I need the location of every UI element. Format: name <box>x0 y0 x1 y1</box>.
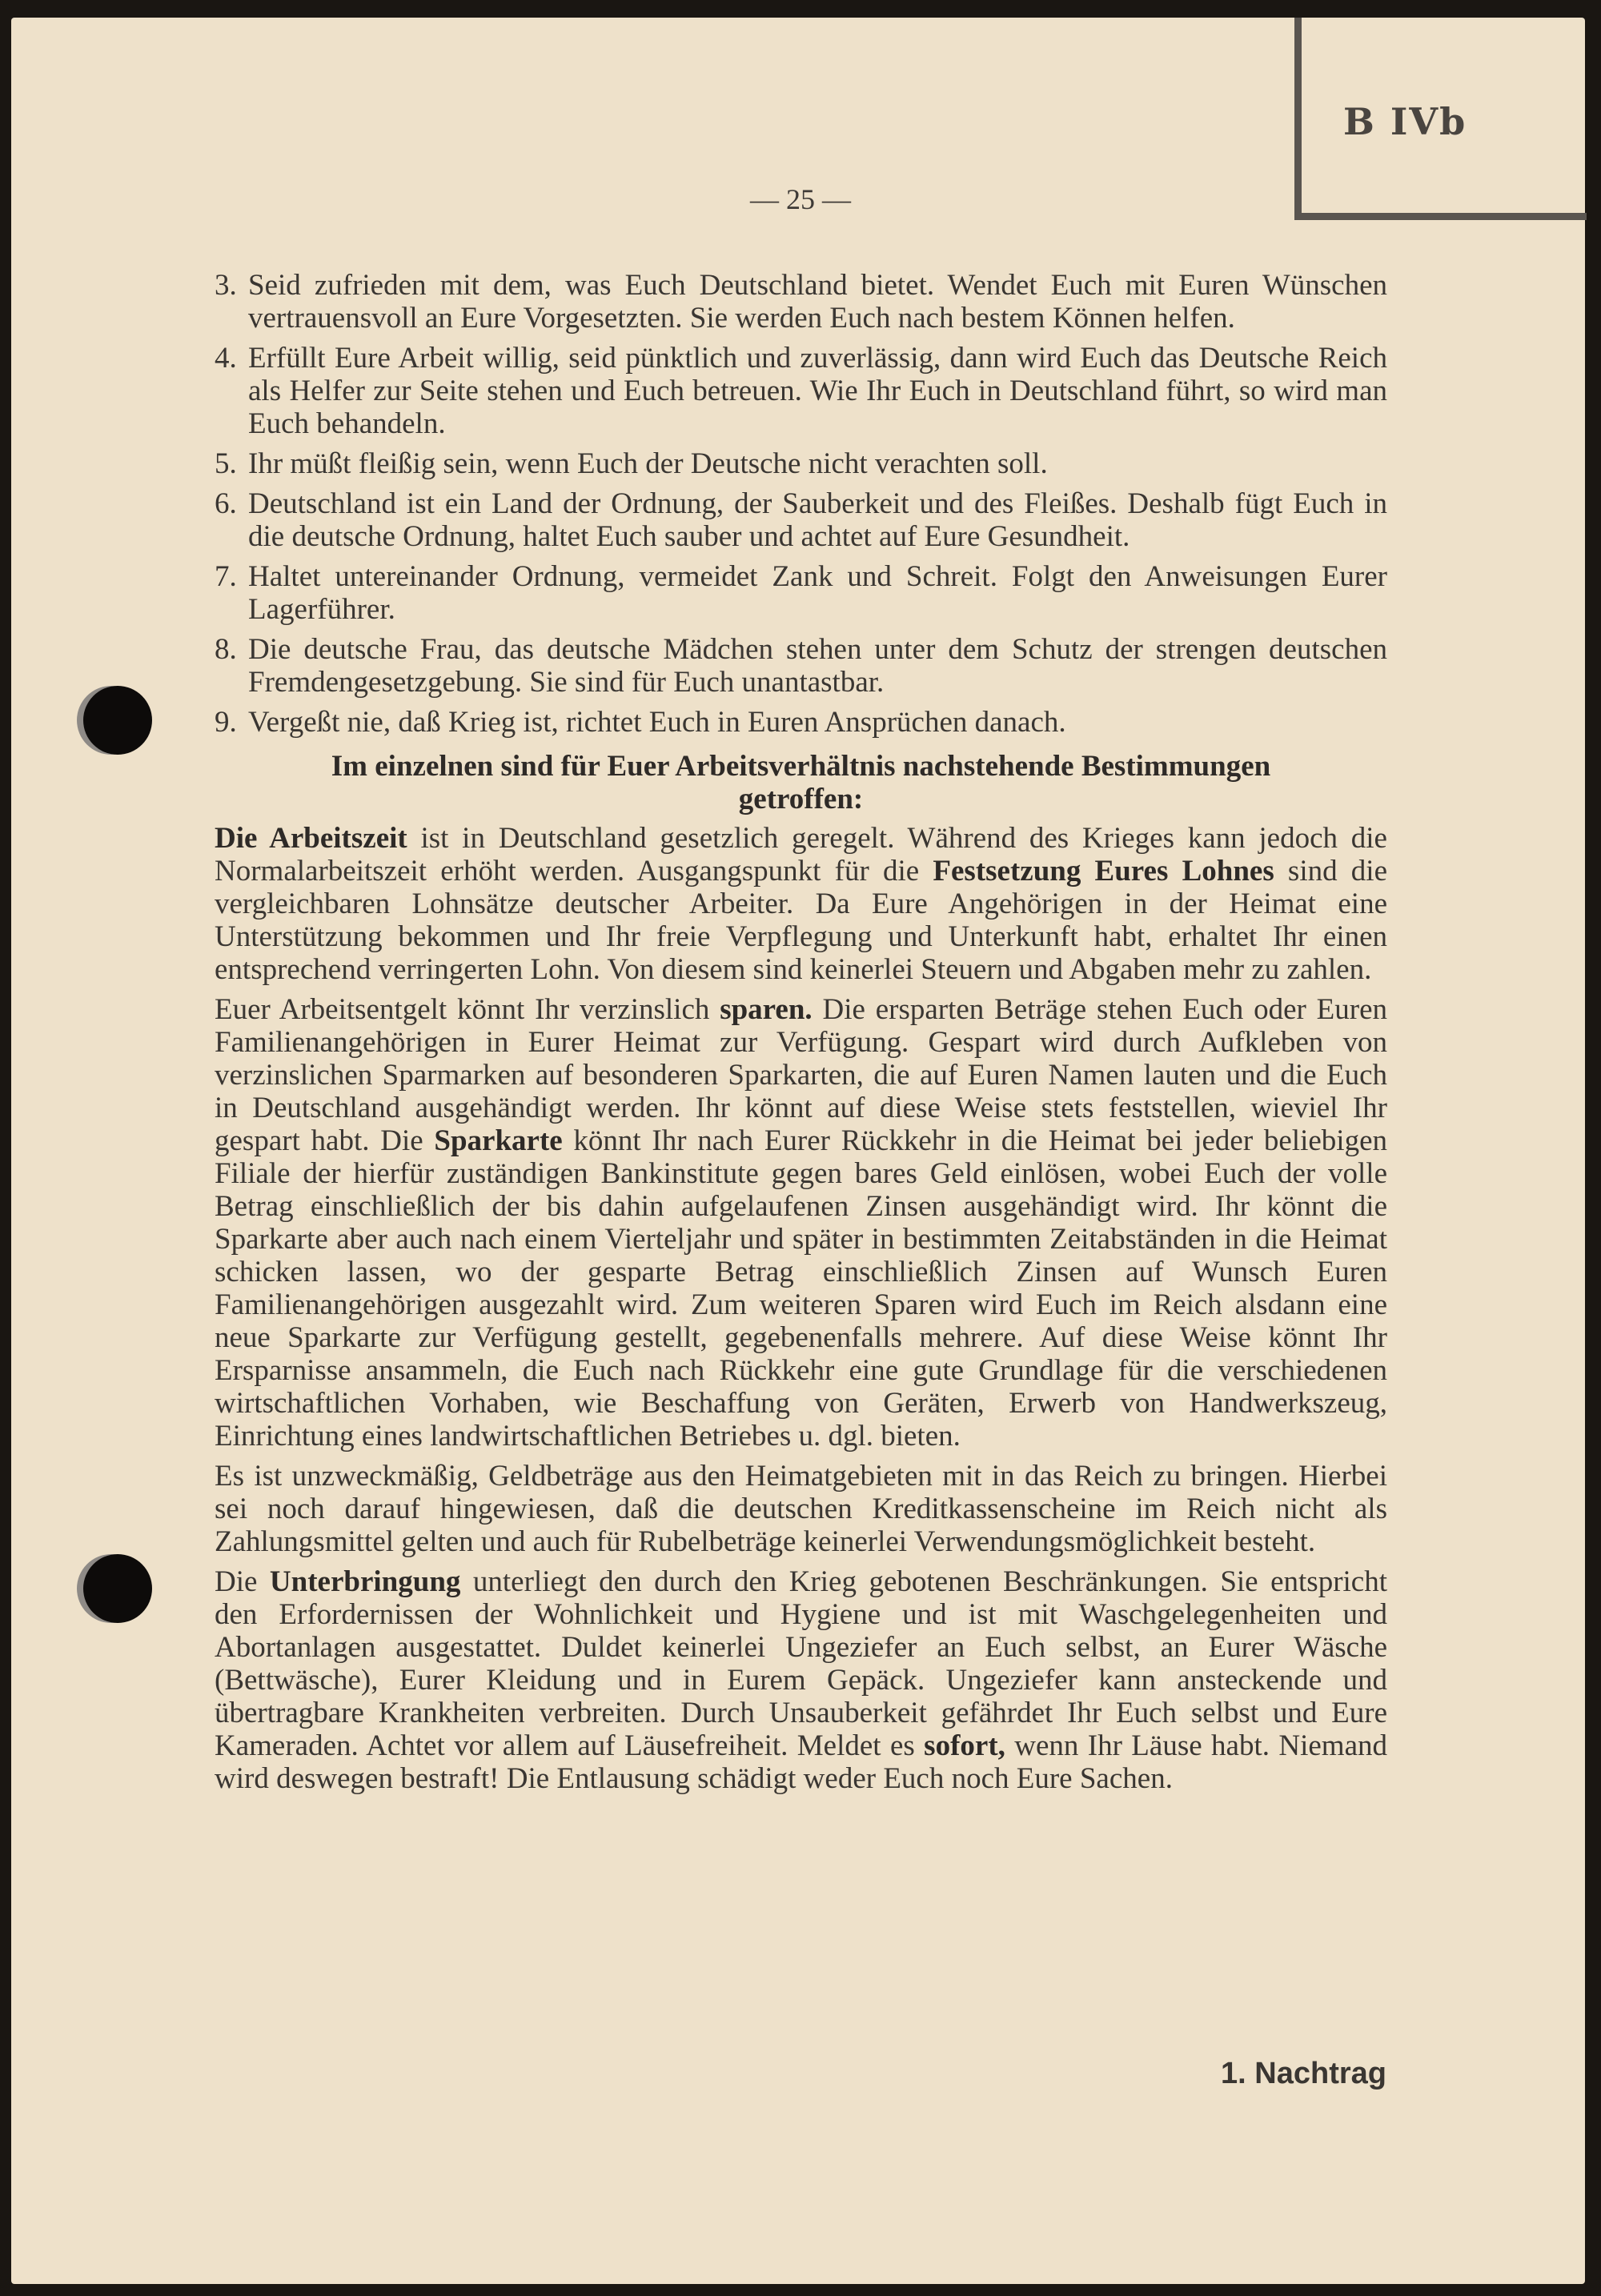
list-item <box>215 342 1387 440</box>
item-text: Ihr müßt fleißig sein, wenn Euch der Deutsche nicht verachten soll. <box>248 447 1048 480</box>
paragraph-sparen <box>215 993 1387 1453</box>
item-number: 9. <box>215 706 237 739</box>
paragraph-text: sind die vergleichbaren Lohnsätze deutscher Arbeiter. Da Eure Angehörigen in der Heimat eine Unterstützung bekommen und Ihr freie Verpflegung und Unterkunft habt, erhaltet Ihr einen entsprechend verringerten Lohn. Von diesem sind keinerlei Steuern und Abgaben mehr zu zahlen. <box>215 855 1387 986</box>
item-number: 4. <box>215 342 237 375</box>
item-text: Die deutsche Frau, das deutsche Mädchen stehen unter dem Schutz der strengen deutschen Fremdengesetzgebung. Sie sind für Euch unantastbar. <box>248 633 1387 699</box>
paragraph-text: unterliegt den durch den Krieg gebotenen Beschränkungen. Sie entspricht den Erfordernissen der Wohnlichkeit und Hygiene und ist mit Waschgelegenheiten und Abortanlagen ausgestattet. Duldet keinerlei Ungeziefer an Euch selbst, an Eurer Wäsche (Bettwäsche), Eurer Kleidung und in Eurem Gepäck. Ungeziefer kann ansteckende und übertragbare Krankheiten verbreiten. Durch Unsauberkeit gefährdet Ihr Euch selbst und Eure Kameraden. Achtet vor allem auf Läusefreiheit. Meldet es <box>215 1565 1387 1762</box>
bold-term: sparen. <box>720 993 813 1026</box>
item-number: 8. <box>215 633 237 666</box>
item-text: Vergeßt nie, daß Krieg ist, richtet Euch in Euren Ansprüchen danach. <box>248 706 1066 739</box>
nachtrag-label: 1. Nachtrag <box>1221 2057 1386 2090</box>
paragraph-geldbetraege: Es ist unzweckmäßig, Geldbeträge aus den Heimatgebieten mit in das Reich zu bringen. Hierbei sei noch darauf hingewiesen, daß die deutschen Kreditkassenscheine im Reich nicht als Zahlungsmittel gelten und auch für Rubelbeträge keinerlei Verwendungsmöglichkeit besteht. <box>215 1460 1387 1558</box>
page-number: — 25 — <box>750 183 851 215</box>
list-item <box>215 447 1387 480</box>
punch-hole <box>83 686 152 755</box>
paragraph-text: wenn Ihr Läuse habt. Niemand wird deswegen bestraft! Die Entlausung schädigt weder Euch noch Eure Sachen. <box>215 1729 1387 1795</box>
paragraph-text: ist in Deutschland gesetzlich geregelt. Während des Krieges kann jedoch die Normalarbeitszeit erhöht werden. Ausgangspunkt für die <box>215 822 1387 888</box>
bold-term: Unterbringung <box>269 1565 461 1598</box>
bold-term: Die Arbeitszeit <box>215 822 407 855</box>
paragraph-text: könnt Ihr nach Eurer Rückkehr in die Heimat bei jeder beliebigen Filiale der hierfür zuständigen Bankinstitute gegen bares Geld einlösen, wobei Euch der volle Betrag einschließlich der bis dahin aufgelaufenen Zinsen ausgehändigt wird. Ihr könnt die Sparkarte aber auch nach einem Vierteljahr und später in bestimmten Zeitabständen in die Heimat schicken lassen, wo der gesparte Betrag einschließlich Zinsen auf Wunsch Euren Familienangehörigen ausgezahlt wird. Zum weiteren Sparen wird Euch im Reich alsdann eine neue Sparkarte zur Verfügung gestellt, gegebenenfalls mehrere. Auf diese Weise könnt Ihr Ersparnisse ansammeln, die Euch nach Rückkehr eine gute Grundlage für die verschiedenen wirtschaftlichen Vorhaben, wie Beschaffung von Geräten, Erwerb von Handwerkszeug, Einrichtung eines landwirtschaftlichen Betriebes u. dgl. bieten. <box>215 1124 1387 1453</box>
paragraph-arbeitszeit <box>215 822 1387 986</box>
item-text: Erfüllt Eure Arbeit willig, seid pünktlich und zuverlässig, dann wird Euch das Deutsche Reich als Helfer zur Seite stehen und Euch betreuen. Wie Ihr Euch in Deutschland führt, so wird man Euch behandeln. <box>248 342 1387 440</box>
item-number: 5. <box>215 447 237 480</box>
bold-term: Festsetzung Eures Lohnes <box>933 855 1274 888</box>
section-heading: Im einzelnen sind für Euer Arbeitsverhältnis nachstehende Bestimmungen getroffen: <box>331 750 1271 815</box>
item-number: 7. <box>215 560 237 593</box>
paragraph-text: Euer Arbeitsentgelt könnt Ihr verzinslich <box>215 993 720 1026</box>
list-item <box>215 560 1387 626</box>
paragraph-unterbringung <box>215 1565 1387 1795</box>
item-text: Haltet untereinander Ordnung, vermeidet Zank und Schreit. Folgt den Anweisungen Eurer Lagerführer. <box>248 560 1387 626</box>
item-number: 3. <box>215 269 237 302</box>
item-number: 6. <box>215 487 237 520</box>
paragraph-text: Die ersparten Beträge stehen Euch oder Euren Familienangehörigen in Eurer Heimat zur Verfügung. Gespart wird durch Aufkleben von verzinslichen Sparmarken auf besonderen Sparkarten, die auf Euren Namen lauten und die Euch in Deutschland ausgehändigt werden. Ihr könnt auf diese Weise stets feststellen, wieviel Ihr gespart habt. Die <box>215 993 1387 1157</box>
item-text: Deutschland ist ein Land der Ordnung, der Sauberkeit und des Fleißes. Deshalb fügt Euch in die deutsche Ordnung, haltet Euch sauber und achtet auf Eure Gesundheit. <box>248 487 1387 553</box>
list-item <box>215 706 1387 739</box>
punch-hole <box>83 1554 152 1623</box>
list-item <box>215 487 1387 553</box>
item-text: Seid zufrieden mit dem, was Euch Deutschland bietet. Wendet Euch mit Euren Wünschen vertrauensvoll an Eure Vorgesetzten. Sie werden Euch nach bestem Können helfen. <box>248 269 1387 335</box>
paragraph-text: Die <box>215 1565 270 1598</box>
list-item <box>215 269 1387 335</box>
bold-term: sofort, <box>924 1729 1005 1762</box>
list-item <box>215 633 1387 699</box>
bold-term: Sparkarte <box>434 1124 563 1157</box>
section-code: B IVb <box>1343 100 1467 143</box>
body-text <box>215 269 1387 1802</box>
